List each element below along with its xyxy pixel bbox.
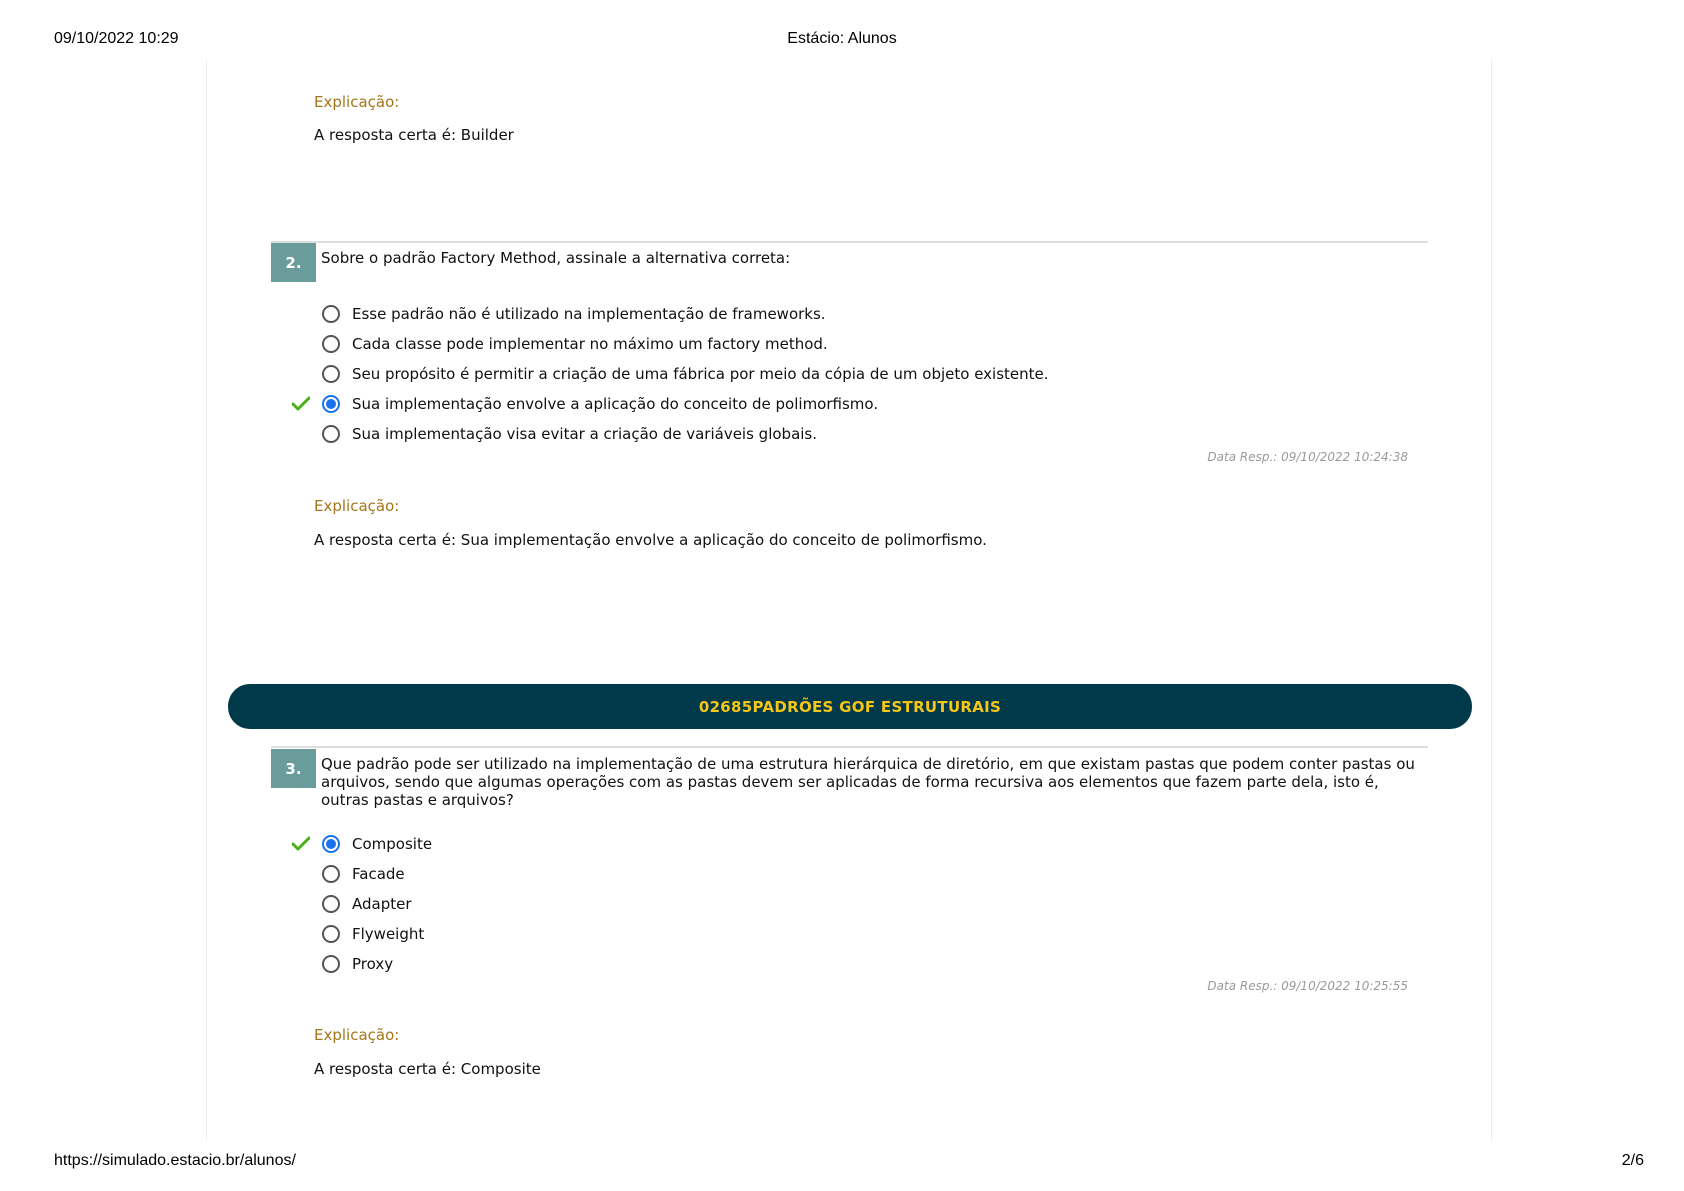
option-label: Adapter — [352, 895, 412, 913]
radio-button[interactable] — [322, 955, 340, 973]
radio-button[interactable] — [322, 335, 340, 353]
q3-answer-text: A resposta certa é: Composite — [314, 1060, 541, 1078]
q2-option-3[interactable] — [322, 363, 1049, 385]
radio-button-selected[interactable] — [322, 835, 340, 853]
q3-option-2[interactable] — [322, 863, 405, 885]
question-divider — [271, 746, 1428, 748]
option-label: Seu propósito é permitir a criação de uma fábrica por meio da cópia de um objeto existente. — [352, 365, 1049, 383]
print-page-number: 2/6 — [1621, 1152, 1644, 1169]
q1-answer-text: A resposta certa é: Builder — [314, 126, 514, 144]
option-label: Facade — [352, 865, 405, 883]
content-panel — [206, 60, 1492, 1140]
option-label: Proxy — [352, 955, 394, 973]
q3-option-5[interactable] — [322, 953, 393, 975]
q3-option-3[interactable] — [322, 893, 412, 915]
option-label: Cada classe pode implementar no máximo um factory method. — [352, 335, 828, 353]
radio-button[interactable] — [322, 365, 340, 383]
option-label: Esse padrão não é utilizado na implementação de frameworks. — [352, 305, 826, 323]
correct-check-icon — [292, 836, 310, 852]
question-number: 3. — [271, 749, 316, 788]
question-prompt: Sobre o padrão Factory Method, assinale a alternativa correta: — [321, 249, 791, 267]
print-url: https://simulado.estacio.br/alunos/ — [54, 1152, 296, 1169]
explanation-label: Explicação: — [314, 93, 400, 111]
question-number: 2. — [271, 243, 316, 282]
answer-timestamp: Data Resp.: 09/10/2022 10:25:55 — [1207, 979, 1408, 993]
q2-answer-text: A resposta certa é: Sua implementação envolve a aplicação do conceito de polimorfismo. — [314, 531, 987, 549]
radio-button[interactable] — [322, 925, 340, 943]
option-label: Sua implementação visa evitar a criação de variáveis globais. — [352, 425, 818, 443]
q2-option-5[interactable] — [322, 423, 817, 445]
q3-option-4[interactable] — [322, 923, 424, 945]
explanation-label: Explicação: — [314, 497, 400, 515]
radio-button[interactable] — [322, 425, 340, 443]
correct-check-icon — [292, 396, 310, 412]
option-label: Flyweight — [352, 925, 425, 943]
option-label: Sua implementação envolve a aplicação do conceito de polimorfismo. — [352, 395, 879, 413]
answer-timestamp: Data Resp.: 09/10/2022 10:24:38 — [1207, 450, 1408, 464]
question-divider — [271, 241, 1428, 243]
q3-option-1[interactable] — [322, 833, 432, 855]
q2-option-2[interactable] — [322, 333, 828, 355]
question-prompt: Que padrão pode ser utilizado na implementação de uma estrutura hierárquica de diretório, em que existam pastas que podem conter pastas ou arquivos, sendo que algumas operações com as pastas devem ser aplicadas de forma recursiva aos elementos que fazem parte dela, isto é, outras pastas e arquivos? — [321, 755, 1415, 809]
print-date: 09/10/2022 10:29 — [54, 30, 179, 47]
radio-button[interactable] — [322, 895, 340, 913]
radio-button-selected[interactable] — [322, 395, 340, 413]
radio-button[interactable] — [322, 865, 340, 883]
section-header: 02685PADRÕES GOF ESTRUTURAIS — [228, 684, 1472, 729]
print-title: Estácio: Alunos — [787, 30, 897, 47]
radio-button[interactable] — [322, 305, 340, 323]
q2-option-4[interactable] — [322, 393, 878, 415]
q2-option-1[interactable] — [322, 303, 826, 325]
option-label: Composite — [352, 835, 433, 853]
explanation-label: Explicação: — [314, 1026, 400, 1044]
